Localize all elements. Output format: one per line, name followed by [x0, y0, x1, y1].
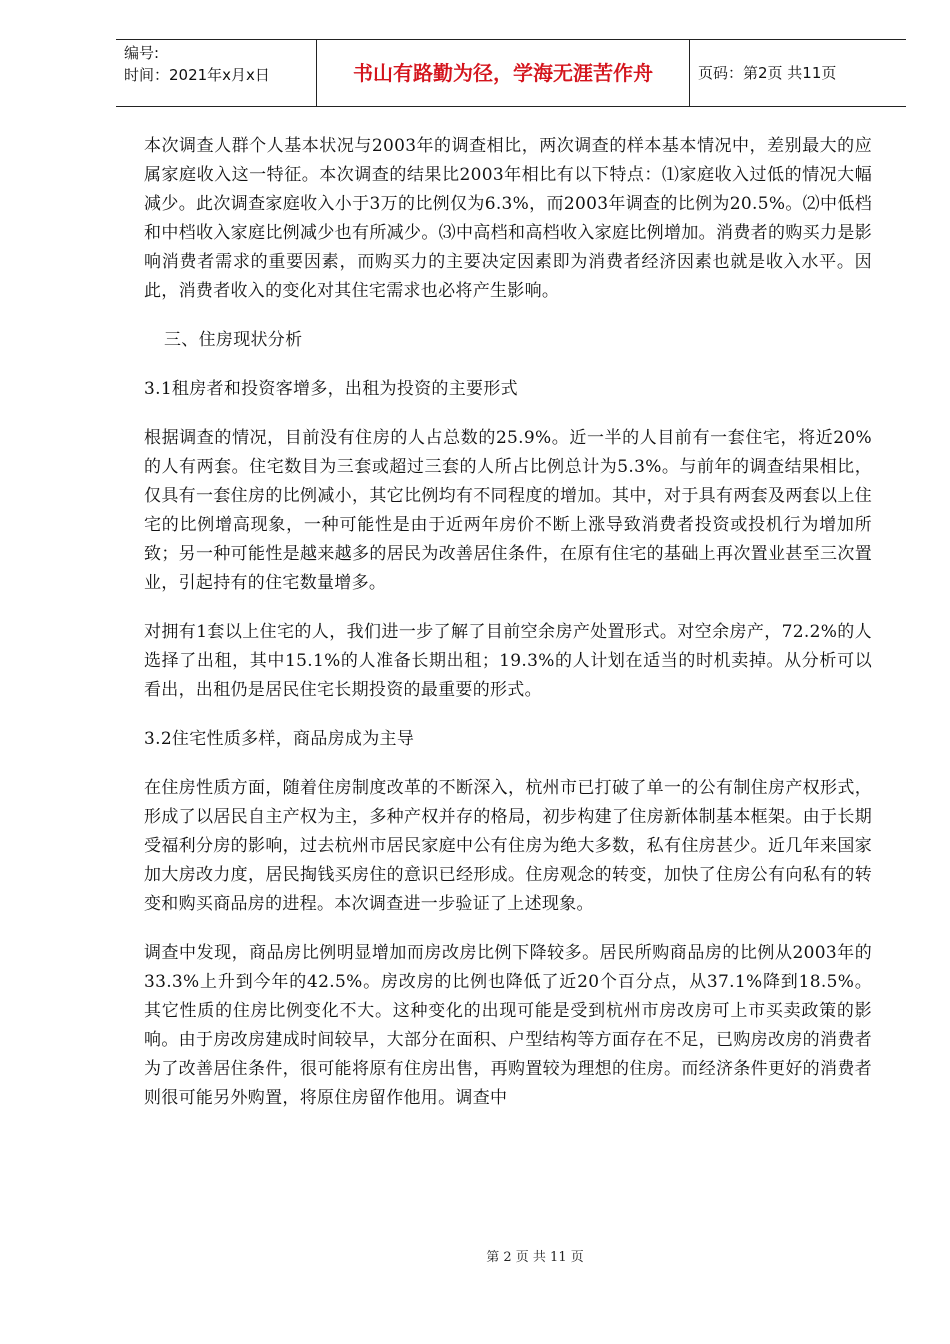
header-meta	[116, 40, 316, 106]
page-header	[116, 39, 906, 107]
section-heading-housing-status: 三、住房现状分析	[164, 330, 303, 350]
paragraph-housing-ownership: 根据调查的情况，目前没有住房的人占总数的25.9%。近一半的人目前有一套住宅，将近20%的人有两套。住宅数目为三套或超过三套的人所占比例总计为5.3%。与前年的调查结果相比，仅具有一套住房的比例减小，其它比例均有不同程度的增加。其中，对于具有两套及两套以上住宅的比例增高现象，一种可能性是由于近两年房价不断上涨导致消费者投资或投机行为增加所致；另一种可能性是越来越多的居民为改善居住条件，在原有住宅的基础上再次置业甚至三次置业，引起持有的住宅数量增多。	[144, 428, 872, 593]
header-page-number: 页码：第2页 共11页	[698, 64, 837, 82]
serial-label: 编号:	[124, 44, 160, 62]
document-body	[144, 132, 872, 1133]
page-footer: 第 2 页 共 11 页	[486, 1250, 584, 1265]
paragraph-vacant-property: 对拥有1套以上住宅的人，我们进一步了解了目前空余房产处置形式。对空余房产，72.2%的人选择了出租，其中15.1%的人准备长期出租；19.3%的人计划在适当的时机卖掉。从分析可以看出，出租仍是居民住宅长期投资的最重要的形式。	[144, 622, 872, 700]
paragraph-housing-nature: 在住房性质方面，随着住房制度改革的不断深入，杭州市已打破了单一的公有制住房产权形式，形成了以居民自主产权为主，多种产权并存的格局，初步构建了住房新体制基本框架。由于长期受福利分房的影响，过去杭州市居民家庭中公有住房为绝大多数，私有住房甚少。近几年来国家加大房改力度，居民掏钱买房住的意识已经形成。住房观念的转变，加快了住房公有向私有的转变和购买商品房的进程。本次调查进一步验证了上述现象。	[144, 778, 872, 914]
paragraph-commercial-housing: 调查中发现，商品房比例明显增加而房改房比例下降较多。居民所购商品房的比例从2003年的33.3%上升到今年的42.5%。房改房的比例也降低了近20个百分点，从37.1%降到18.5%。其它性质的住房比例变化不大。这种变化的出现可能是受到杭州市房改房可上市买卖政策的影响。由于房改房建成时间较早，大部分在面积、户型结构等方面存在不足，已购房改房的消费者为了改善居住条件，很可能将原有住房出售，再购置较为理想的住房。而经济条件更好的消费者则很可能另外购置，将原住房留作他用。调查中	[144, 943, 872, 1108]
subsection-heading-3-1: 3.1租房者和投资客增多，出租为投资的主要形式	[144, 379, 518, 399]
paragraph-income-comparison: 本次调查人群个人基本状况与2003年的调查相比，两次调查的样本基本情况中，差别最大的应属家庭收入这一特征。本次调查的结果比2003年相比有以下特点：⑴家庭收入过低的情况大幅减少。此次调查家庭收入小于3万的比例仅为6.3%，而2003年调查的比例为20.5%。⑵中低档和中档收入家庭比例减少也有所减少。⑶中高档和高档收入家庭比例增加。消费者的购买力是影响消费者需求的重要因素，而购买力的主要决定因素即为消费者经济因素也就是收入水平。因此，消费者收入的变化对其住宅需求也必将产生影响。	[144, 136, 872, 301]
header-motto: 书山有路勤为径，学海无涯苦作舟	[316, 40, 690, 106]
subsection-heading-3-2: 3.2住宅性质多样，商品房成为主导	[144, 729, 415, 749]
time-label: 时间：2021年x月x日	[124, 66, 270, 84]
